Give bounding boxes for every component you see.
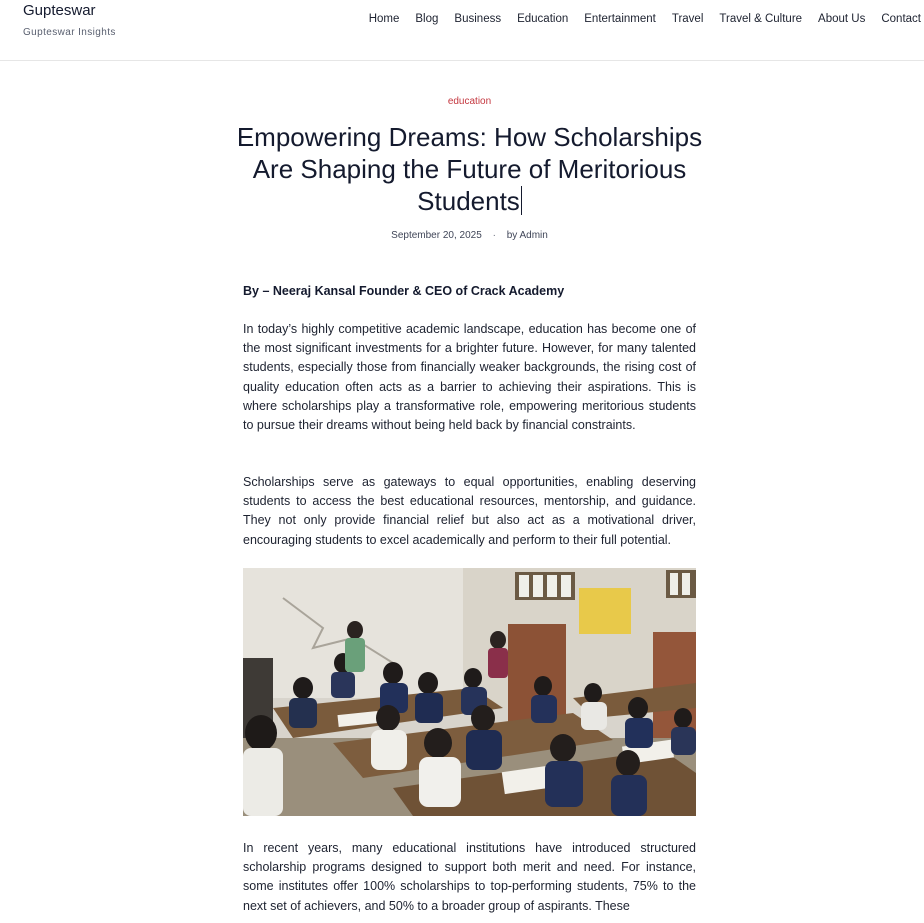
nav-item-travel[interactable]: Travel — [671, 13, 704, 25]
meta-separator: · — [492, 230, 496, 241]
nav-item-home[interactable]: Home — [368, 13, 400, 25]
nav-item-business[interactable]: Business — [454, 13, 502, 25]
classroom-illustration — [243, 568, 696, 816]
nav-item-education[interactable]: Education — [517, 13, 569, 25]
main-nav — [353, 11, 924, 27]
nav-item-entertainment[interactable]: Entertainment — [584, 13, 656, 25]
nav-item-about-us[interactable]: About Us — [818, 13, 866, 25]
post-author[interactable]: by Admin — [506, 230, 548, 241]
post-date[interactable]: September 20, 2025 — [391, 230, 482, 241]
nav-item-travel-culture[interactable]: Travel & Culture — [719, 13, 803, 25]
article-byline: By – Neeraj Kansal Founder & CEO of Crack Academy — [243, 284, 565, 298]
article-paragraph: In today’s highly competitive academic landscape, education has become one of the most significant investments for a brighter future. However, for many talented students, especially those from financially weaker backgrounds, the rising cost of quality education often acts as a barrier to achieving their aspirations. This is where scholarships play a transformative role, empowering meritorious students to pursue their dreams without being held back by financial constraints. — [243, 322, 696, 433]
classroom-photo — [243, 568, 696, 816]
brand[interactable] — [23, 2, 116, 38]
nav-item-blog[interactable]: Blog — [415, 13, 439, 25]
article-meta — [243, 230, 696, 241]
site-header — [0, 0, 924, 61]
article-title — [229, 121, 710, 217]
category-link[interactable]: education — [447, 96, 492, 107]
article-paragraph: In recent years, many educational institutions have introduced structured scholarship programs designed to support both merit and need. For instance, some institutes offer 100% scholarships to top-performing students, 75% to the next set of achievers, and 50% to a broader group of aspirants. These — [243, 841, 696, 913]
article-paragraph: Scholarships serve as gateways to equal opportunities, enabling deserving students to access the best educational resources, mentorship, and guidance. They not only provide financial relief but also act as a motivational driver, encouraging students to excel academically and perform to their full potential. — [243, 475, 696, 547]
article-title-text: Empowering Dreams: How Scholarships Are Shaping the Future of Meritorious Students — [236, 122, 703, 216]
nav-item-contact[interactable]: Contact — [881, 13, 921, 25]
site-tagline: Gupteswar Insights — [23, 27, 116, 38]
text-cursor — [521, 186, 522, 215]
site-title[interactable]: Gupteswar — [23, 2, 96, 19]
